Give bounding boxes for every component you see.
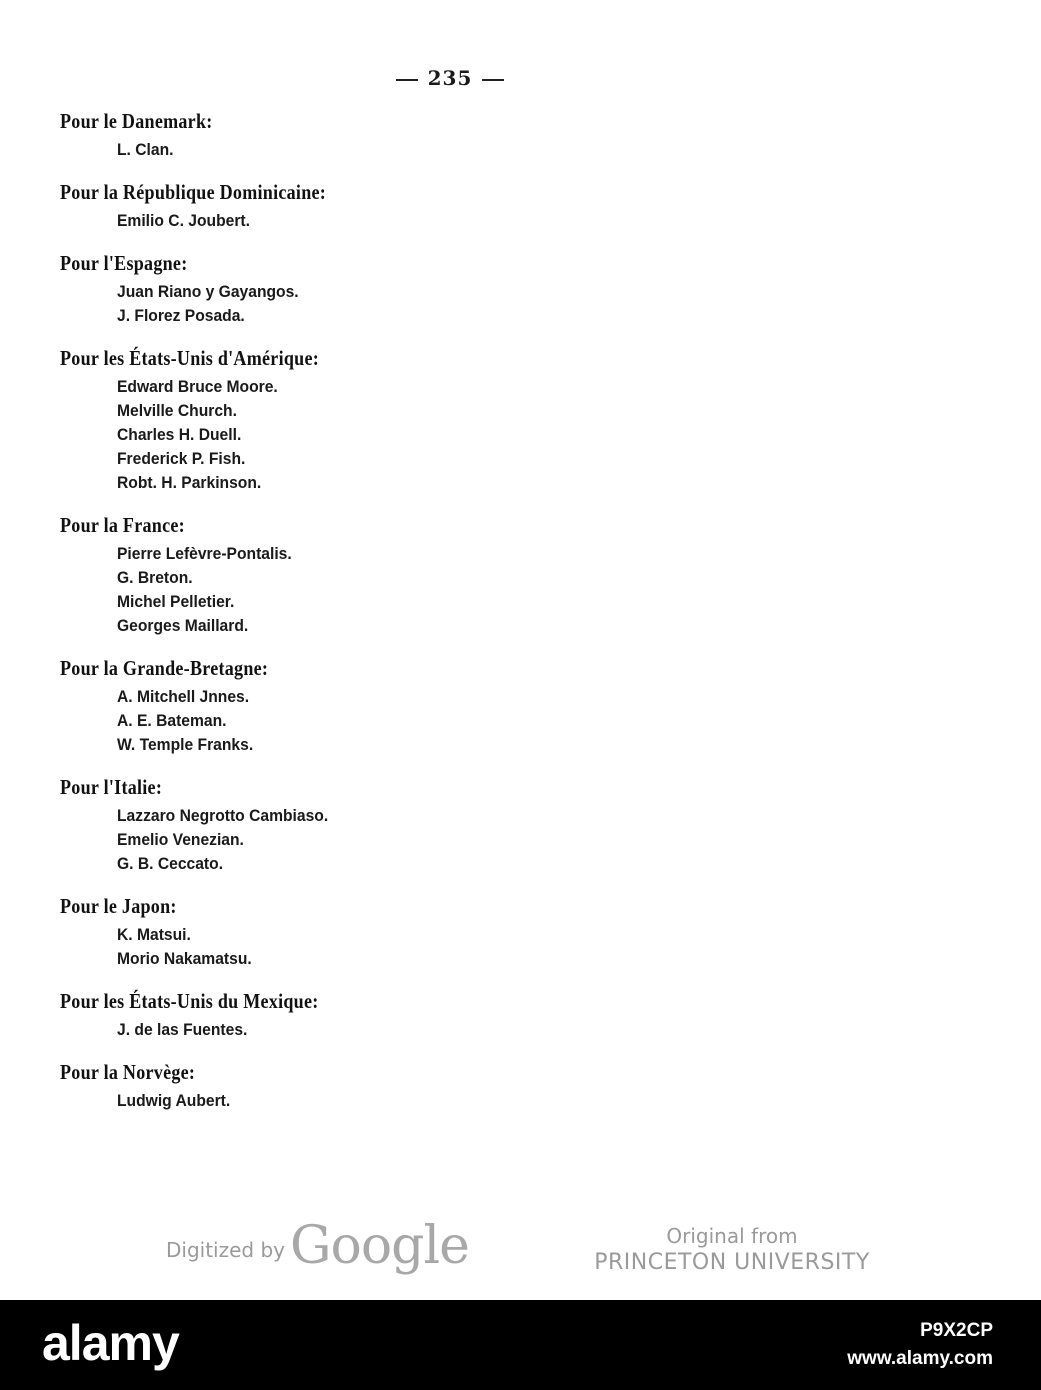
country-heading: Pour les États-Unis d'Amérique: [60, 346, 320, 370]
country-heading: Pour le Japon: [60, 894, 177, 918]
page-number-line [380, 66, 520, 90]
country-heading: Pour l'Italie: [60, 775, 163, 799]
signatory-names [60, 209, 480, 233]
country-block [60, 106, 480, 162]
signatory-name: J. de las Fuentes. [117, 1020, 248, 1039]
signatory-name: Morio Nakamatsu. [117, 949, 252, 968]
signatory-names [60, 804, 480, 876]
signatory-name: Emilio C. Joubert. [117, 211, 250, 230]
signatory-names [60, 375, 480, 495]
country-block [60, 653, 480, 757]
signatories-list [60, 106, 480, 1128]
digitization-footer [0, 1210, 1041, 1290]
google-logo: Google [290, 1216, 469, 1276]
country-heading: Pour la Norvège: [60, 1060, 196, 1084]
digitized-by-label: Digitized by [166, 1238, 285, 1262]
signatory-name: K. Matsui. [117, 925, 191, 944]
signatory-name: Georges Maillard. [117, 616, 249, 635]
signatory-name: J. Florez Posada. [117, 306, 245, 325]
page-number: 235 [427, 66, 473, 90]
signatory-name: A. E. Bateman. [117, 711, 227, 730]
signatory-names [60, 138, 480, 162]
country-heading: Pour la Grande-Bretagne: [60, 656, 269, 680]
country-block [60, 510, 480, 638]
signatory-names [60, 280, 480, 328]
signatory-names [60, 685, 480, 757]
signatory-name: Juan Riano y Gayangos. [117, 282, 299, 301]
stock-url: www.alamy.com [847, 1348, 993, 1369]
country-heading: Pour le Danemark: [60, 109, 213, 133]
country-block [60, 772, 480, 876]
signatory-name: Robt. H. Parkinson. [117, 473, 262, 492]
country-block [60, 891, 480, 971]
signatory-name: Charles H. Duell. [117, 425, 242, 444]
signatory-name: Melville Church. [117, 401, 237, 420]
signatory-name: Frederick P. Fish. [117, 449, 246, 468]
signatory-name: Michel Pelletier. [117, 592, 235, 611]
stock-image-id: P9X2CP [920, 1320, 993, 1341]
country-block [60, 986, 480, 1042]
stock-logo: alamy [42, 1315, 179, 1371]
institution-name: PRINCETON UNIVERSITY [594, 1250, 870, 1275]
signatory-name: Lazzaro Negrotto Cambiaso. [117, 806, 329, 825]
signatory-name: A. Mitchell Jnnes. [117, 687, 250, 706]
country-heading: Pour la France: [60, 513, 185, 537]
signatory-name: Emelio Venezian. [117, 830, 244, 849]
signatory-names [60, 1018, 480, 1042]
signatory-name: L. Clan. [117, 140, 174, 159]
dash-right [482, 79, 504, 81]
signatory-name: G. Breton. [117, 568, 193, 587]
signatory-names [60, 1089, 480, 1113]
country-block [60, 1057, 480, 1113]
signatory-name: W. Temple Franks. [117, 735, 254, 754]
signatory-name: G. B. Ceccato. [117, 854, 224, 873]
stock-watermark-bar [0, 1300, 1041, 1390]
country-heading: Pour l'Espagne: [60, 251, 188, 275]
country-heading: Pour la République Dominicaine: [60, 180, 327, 204]
country-block [60, 248, 480, 328]
signatory-name: Pierre Lefèvre-Pontalis. [117, 544, 292, 563]
country-block [60, 177, 480, 233]
country-heading: Pour les États-Unis du Mexique: [60, 989, 319, 1013]
country-block [60, 343, 480, 495]
signatory-names [60, 923, 480, 971]
signatory-name: Ludwig Aubert. [117, 1091, 231, 1110]
signatory-name: Edward Bruce Moore. [117, 377, 278, 396]
dash-left [396, 79, 418, 81]
signatory-names [60, 542, 480, 638]
original-from-label: Original from [666, 1224, 798, 1248]
